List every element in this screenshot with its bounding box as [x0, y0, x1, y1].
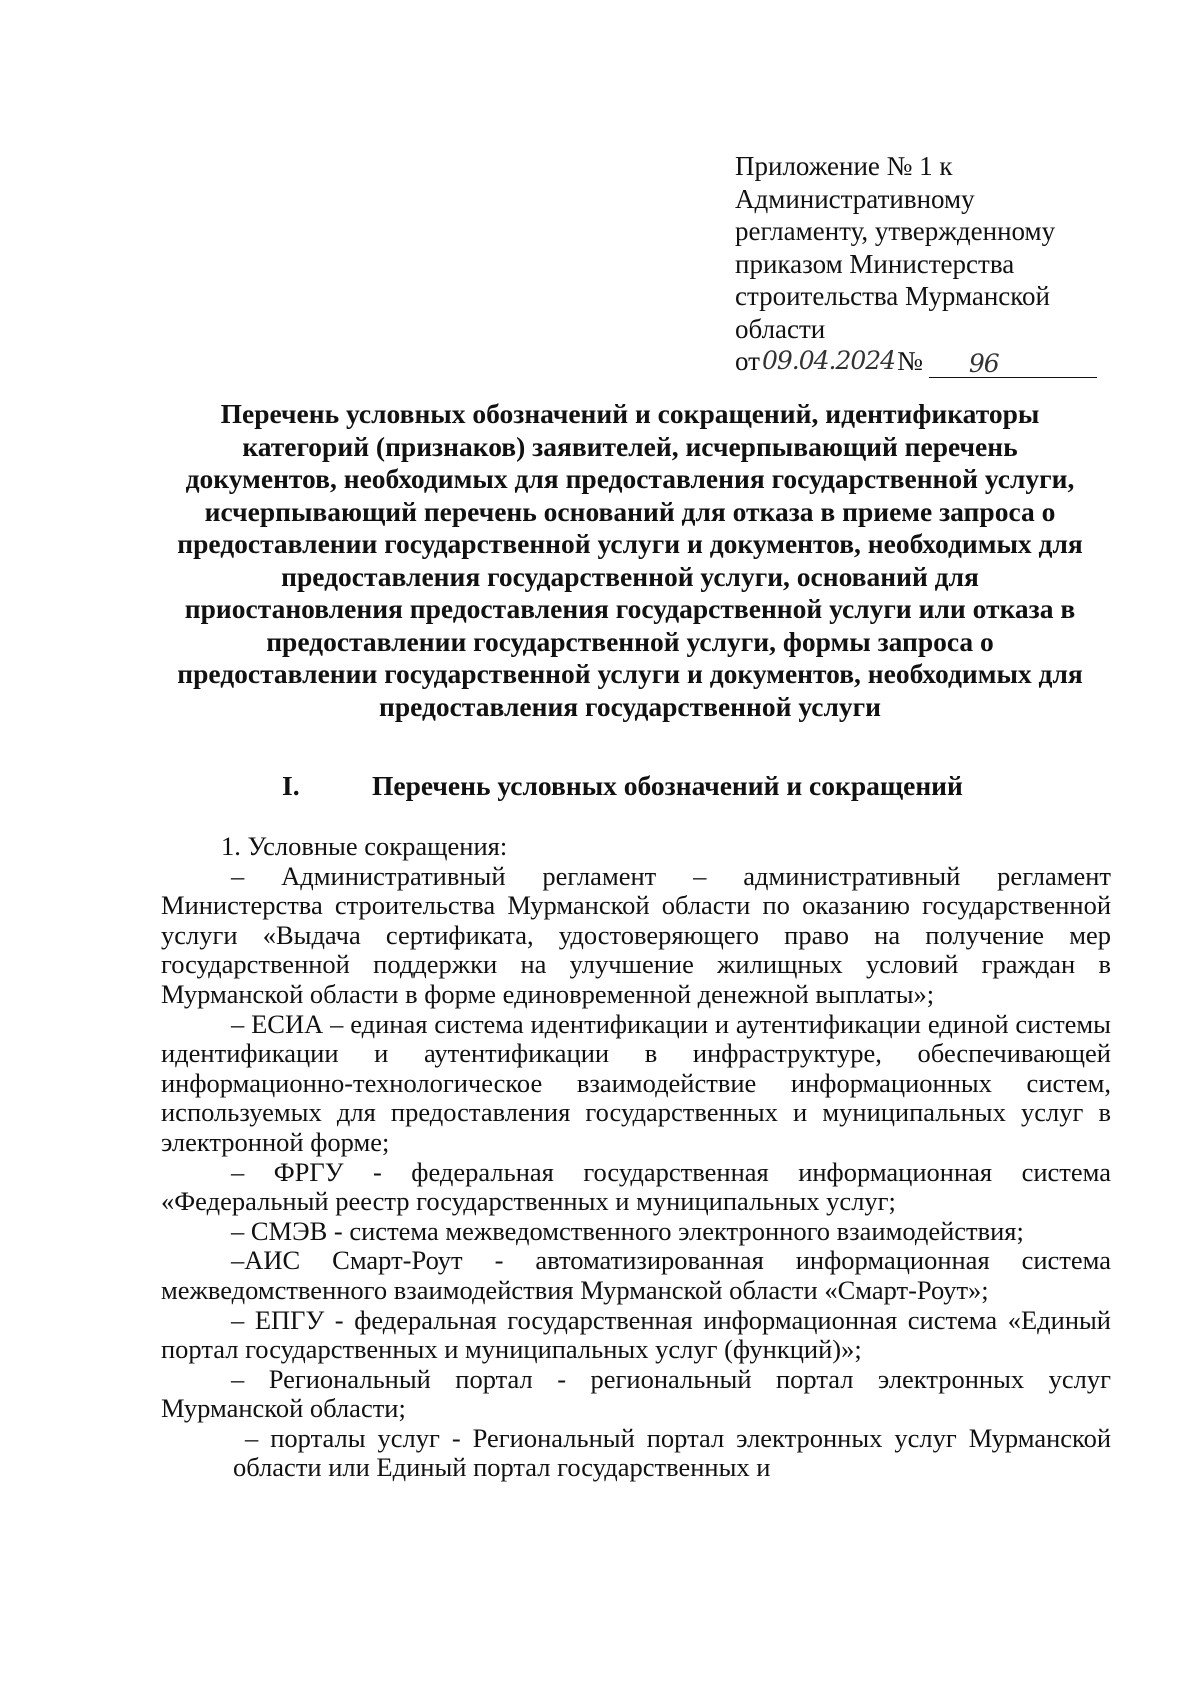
title-line: предоставления государственной услуги, оснований для [281, 560, 979, 592]
number-fill-line [929, 350, 1097, 378]
appendix-line: Приложение № 1 к [735, 151, 953, 181]
section-number: I. [282, 770, 300, 801]
title-line: документов, необходимых для предоставления государственной услуги, [185, 463, 1075, 494]
title-line: предоставления государственной услуги [379, 690, 881, 722]
appendix-line: строительства Мурманской [735, 281, 1050, 311]
appendix-line: Административному [735, 183, 975, 214]
appendix-line: регламенту, утвержденному [735, 216, 1056, 246]
abbreviation-item: – ЕСИА – единая система идентификации и аутентификации единой системы идентификации и аутентификации в инфраструктуре, обеспечивающей информационно-технологическое взаимодействие информационных систем, используемых для предоставления государственных и муниципальных услуг в электронной форме; [161, 1008, 1111, 1157]
handwritten-number: 96 [968, 348, 999, 378]
document-title [150, 398, 1110, 723]
appendix-line: приказом Министерства [735, 248, 1015, 279]
abbreviation-item: – порталы услуг - Региональный портал электронных услуг Мурманской области или Единый портал государственных и [233, 1422, 1111, 1483]
abbreviation-item: – ФРГУ - федеральная государственная информационная система «Федеральный реестр государственных и муниципальных услуг; [161, 1156, 1111, 1217]
title-line: приостановления предоставления государственной услуги или отказа в [184, 593, 1076, 624]
appendix-line: области [735, 313, 826, 344]
title-line: Перечень условных обозначений и сокращений, идентификаторы [220, 398, 1040, 429]
title-line: исчерпывающий перечень оснований для отказа в приеме запроса о [204, 495, 1056, 527]
appendix-header [735, 150, 1135, 378]
abbreviation-item: –АИС Смарт-Роут - автоматизированная информационная система межведомственного взаимодействия Мурманской области «Смарт-Роут»; [161, 1245, 1111, 1305]
title-line: предоставлении государственной услуги и документов, необходимых для [177, 658, 1083, 689]
title-line: предоставлении государственной услуги, формы запроса о [266, 625, 994, 657]
abbreviation-item: – СМЭВ - система межведомственного электронного взаимодействия; [231, 1215, 1024, 1246]
abbreviation-item: – Региональный портал - региональный портал электронных услуг Мурманской области; [161, 1363, 1111, 1424]
number-label: № [897, 346, 923, 376]
title-line: категорий (признаков) заявителей, исчерпывающий перечень [242, 430, 1018, 462]
order-date-number-line [735, 345, 1135, 378]
handwritten-date: 09.04.2024 [761, 346, 896, 375]
abbreviations-body [161, 832, 1111, 1483]
abbreviation-item: – ЕПГУ - федеральная государственная информационная система «Единый портал государственных и муниципальных услуг (функций)»; [161, 1304, 1111, 1365]
section-title: Перечень условных обозначений и сокращений [372, 770, 963, 801]
date-prefix: от [735, 346, 760, 376]
title-line: предоставлении государственной услуги и документов, необходимых для [177, 528, 1083, 559]
abbreviation-item: – Административный регламент – административный регламент Министерства строительства Мурманской области по оказанию государственной услуги «Выдача сертификата, удостоверяющего право на получение мер государственной поддержки на улучшение жилищных условий граждан в Мурманской области в форме единовременной денежной выплаты»; [161, 860, 1111, 1009]
subsection-title: 1. Условные сокращения: [221, 831, 508, 861]
